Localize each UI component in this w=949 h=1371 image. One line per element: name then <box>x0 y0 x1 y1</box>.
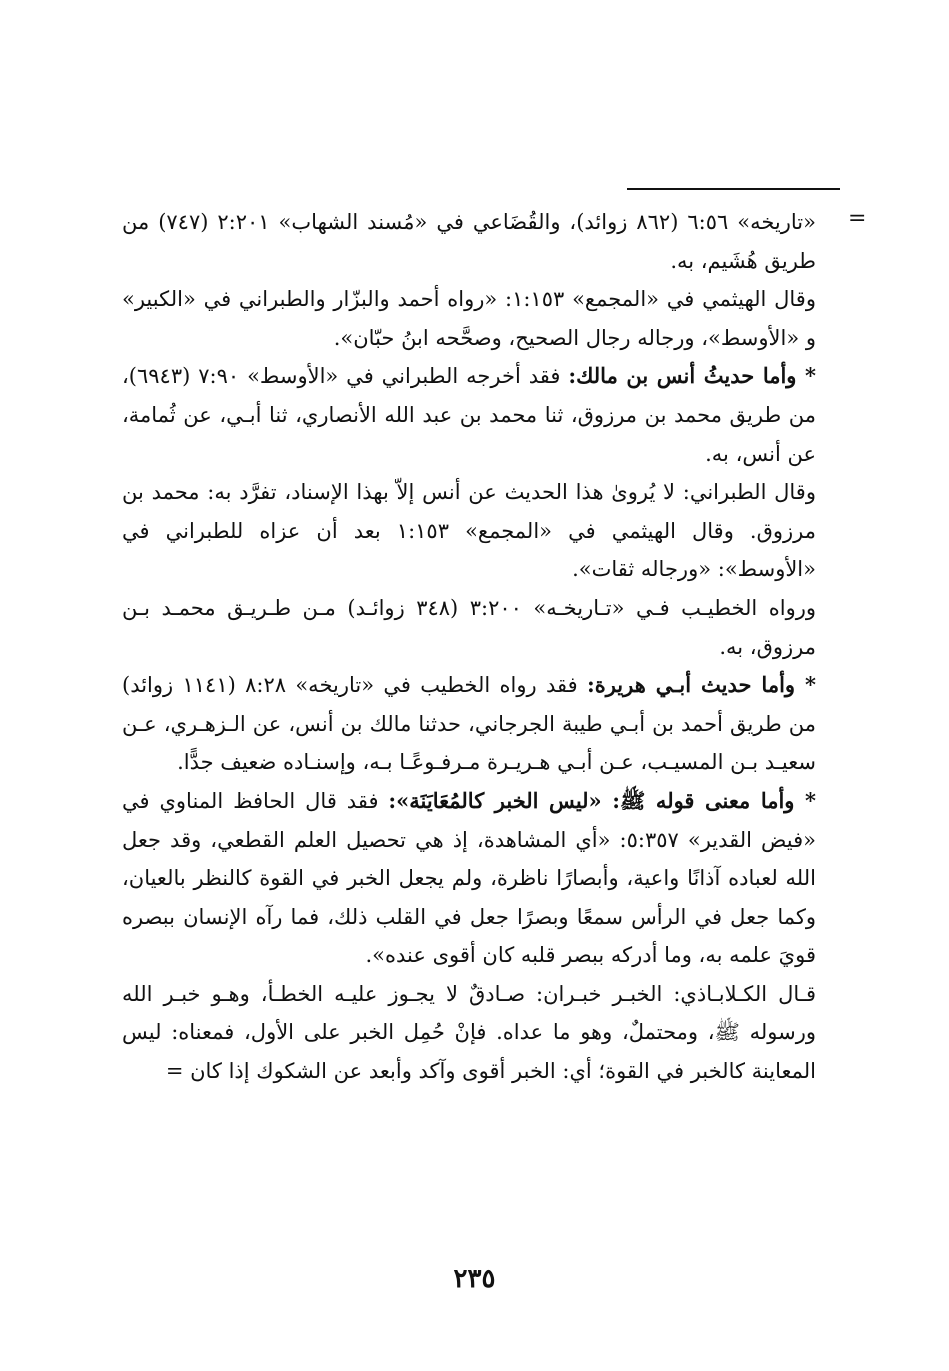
paragraph-text: فقد رواه الخطيب في «تاريخه» ٨:٢٨ (١١٤١ زوائد) من طريق أحمد بن أبـي طيبة الجرجاني، حدثنا مالك بن أنس، عن الـزهـري، عـن سعيـد بـن المسيـب، عـن أبـي هـريـرة مـرفـوعًـا بـه، وإسنـاده ضعيف جدًّا. <box>122 673 816 775</box>
footnote-paragraph <box>122 666 816 782</box>
paragraph-text: وقال الطبراني: لا يُروىٰ هذا الحديث عن أنس إلاّ بهذا الإسناد، تفرَّد به: محمد بن مرزوق. وقال الهيثمي في «المجمع» ١:١٥٣ بعد أن عزاه للطبراني في «الأوسط»: «ورجاله ثقات». <box>122 480 816 582</box>
paragraph-lead: * وأما حديثُ أنس بن مالك: <box>568 363 816 389</box>
paragraph-text: قـال الكـلابـاذي: الخبـر خبـران: صـادقٌ لا يجـوز عليـه الخطـأ، وهـو خبـر الله ورسوله ﷺ، ومحتملٌ، وهو ما عداه. فإنْ حُمِل الخبر على الأول، فمعناه: ليس المعاينة كالخبر في القوة؛ أي: الخبر أقوى وآكد وأبعد عن الشكوك إذا كان = <box>122 981 816 1084</box>
paragraph-text: فقد أخرجه الطبراني في «الأوسط» ٧:٩٠ (٦٩٤٣)، من طريق محمد بن مرزوق، ثنا محمد بن عبد الله الأنصاري، ثنا أبـي، عن ثُمامة، عن أنس، به. <box>122 364 816 466</box>
paragraph-text: «تاريخه» ٦:٥٦ (٨٦٢ زوائد)، والقُضَاعي في «مُسند الشهاب» ٢:٢٠١ (٧٤٧) من طريق هُشَيم، به. <box>122 210 816 273</box>
footnote-paragraph <box>122 589 816 666</box>
continuation-mark: = <box>848 206 867 231</box>
paragraph-text: فقد قال الحافظ المناوي في «فيض القدير» ٥:٣٥٧: «أي المشاهدة، إذ هي تحصيل العلم القطعي، وقد جعل الله لعباده آذانًا واعية، وأبصارًا ناظرة، ولم يجعل الخبر في القوة كالنظر بالعيان، وكما جعل في الرأس سمعًا وبصرًا جعل في القلب ذلك، فما رآه الإنسان ببصره قويَ علمه به، وما أدركه ببصر قلبه كان أقوى عنده». <box>122 788 816 968</box>
footnote-paragraph <box>122 975 816 1091</box>
paragraph-lead: * وأما معنى قوله ﷺ: «ليس الخبر كالمُعَايَنَة»: <box>388 787 816 813</box>
footnote-paragraph <box>122 782 816 975</box>
footnote-paragraph <box>122 357 816 473</box>
footnote-paragraph <box>122 203 816 280</box>
paragraph-text: وقال الهيثمي في «المجمع» ١:١٥٣: «رواه أحمد والبزّار والطبراني في «الكبير» و «الأوسط»، ورجاله رجال الصحيح، وصحَّحه ابنُ حبّان». <box>122 287 816 350</box>
footnote-separator-rule <box>627 188 840 190</box>
footnote-text-block <box>122 203 816 1091</box>
paragraph-lead: * وأما حديث أبـي هريرة: <box>586 672 816 698</box>
page-number: ٢٣٥ <box>453 1264 496 1294</box>
footnote-paragraph <box>122 280 816 357</box>
footnote-paragraph <box>122 473 816 589</box>
paragraph-text: ورواه الخطيـب فـي «تـاريخـه» ٣:٢٠٠ (٣٤٨ زوائـد) مـن طـريـق محمـد بـن مرزوق، به. <box>122 595 816 659</box>
